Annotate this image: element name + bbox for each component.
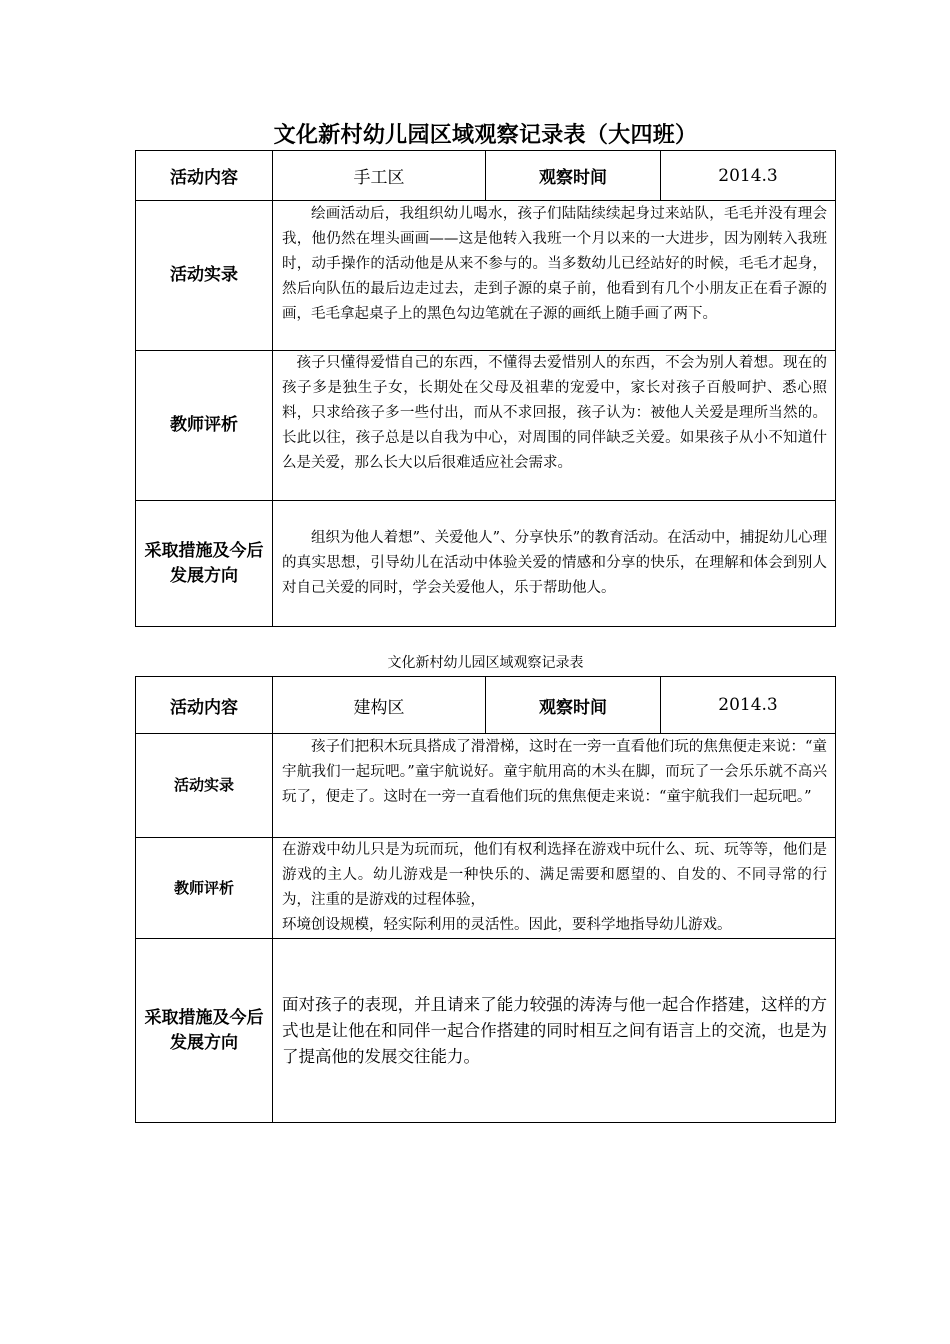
- measures-direction-cell: [273, 939, 836, 1123]
- table-row: [136, 351, 836, 501]
- table-row: [136, 734, 836, 838]
- teacher-review-label: 教师评析: [136, 351, 273, 501]
- activity-record-text: 绘画活动后，我组织幼儿喝水，孩子们陆陆续续起身过来站队，毛毛并没有理会我，他仍然在埋头画画——这是他转入我班一个月以来的一大进步，因为刚转入我班时，动手操作的活动他是从来不参与的。当多数幼儿已经站好的时候，毛毛才起身，然后向队伍的最后边走过去，走到子源的桌子前，他看到有几个小朋友正在看子源的画，毛毛拿起桌子上的黑色勾边笔就在子源的画纸上随手画了两下。: [282, 206, 827, 322]
- activity-content-label: 活动内容: [136, 151, 273, 201]
- observation-time-value: 2014.3: [661, 677, 836, 734]
- teacher-review-text: 孩子只懂得爱惜自己的东西，不懂得去爱惜别人的东西，不会为别人着想。现在的孩子多是独生子女，长期处在父母及祖辈的宠爱中，家长对孩子百般呵护、悉心照料，只求给孩子多一些付出，而从不求回报，孩子认为：被他人关爱是理所当然的。长此以往，孩子总是以自我为中心，对周围的同伴缺乏关爱。如果孩子从小不知道什么是关爱，那么长大以后很难适应社会需求。: [282, 355, 827, 471]
- table-row: [136, 151, 836, 201]
- teacher-review-text-continued: 环境创设规模，轻实际利用的灵活性。因此，要科学地指导幼儿游戏。: [282, 917, 732, 933]
- table-row: [136, 939, 836, 1123]
- activity-record-text: 孩子们把积木玩具搭成了滑滑梯，这时在一旁一直看他们玩的焦焦便走来说：“童宇航我们一起玩吧。”童宇航说好。童宇航用高的木头在脚，而玩了一会乐乐就不高兴玩了，便走了。这时在一旁一直看他们玩的焦焦便走来说：“童宇航我们一起玩吧。”: [282, 739, 827, 805]
- activity-content-value: 手工区: [273, 151, 486, 201]
- observation-table-handcraft: [135, 150, 836, 627]
- activity-record-label: 活动实录: [136, 201, 273, 351]
- teacher-review-cell: [273, 838, 836, 939]
- activity-record-cell: [273, 201, 836, 351]
- observation-time-label: 观察时间: [486, 677, 661, 734]
- document-title: 文化新村幼儿园区域观察记录表（大四班）: [273, 123, 698, 148]
- measures-direction-label: 采取措施及今后发展方向: [136, 501, 273, 627]
- activity-record-cell: [273, 734, 836, 838]
- observation-time-label: 观察时间: [486, 151, 661, 201]
- activity-record-label: 活动实录: [136, 734, 273, 838]
- teacher-review-text: 在游戏中幼儿只是为玩而玩，他们有权利选择在游戏中玩什么、玩、玩等等，他们是游戏的主人。幼儿游戏是一种快乐的、满足需要和愿望的、自发的、不同寻常的行为，注重的是游戏的过程体验，: [282, 842, 827, 908]
- table-row: [136, 501, 836, 627]
- table-row: [136, 201, 836, 351]
- table-row: [136, 677, 836, 734]
- measures-direction-text: 组织为他人着想”、关爱他人”、分享快乐”的教育活动。在活动中，捕捉幼儿心理的真实思想，引导幼儿在活动中体验关爱的情感和分享的快乐，在理解和体会到别人对自己关爱的同时，学会关爱他人，乐于帮助他人。: [282, 530, 827, 596]
- measures-direction-label: 采取措施及今后发展方向: [136, 939, 273, 1123]
- teacher-review-label: 教师评析: [136, 838, 273, 939]
- section-subtitle: 文化新村幼儿园区域观察记录表: [387, 655, 584, 671]
- observation-table-construction: [135, 676, 836, 1123]
- observation-time-value: 2014.3: [661, 151, 836, 201]
- activity-content-value: 建构区: [273, 677, 486, 734]
- table-row: [136, 838, 836, 939]
- teacher-review-cell: [273, 351, 836, 501]
- measures-direction-text: 面对孩子的表现，并且请来了能力较强的涛涛与他一起合作搭建，这样的方式也是让他在和同伴一起合作搭建的同时相互之间有语言上的交流，也是为了提高他的发展交往能力。: [282, 994, 827, 1066]
- activity-content-label: 活动内容: [136, 677, 273, 734]
- measures-direction-cell: [273, 501, 836, 627]
